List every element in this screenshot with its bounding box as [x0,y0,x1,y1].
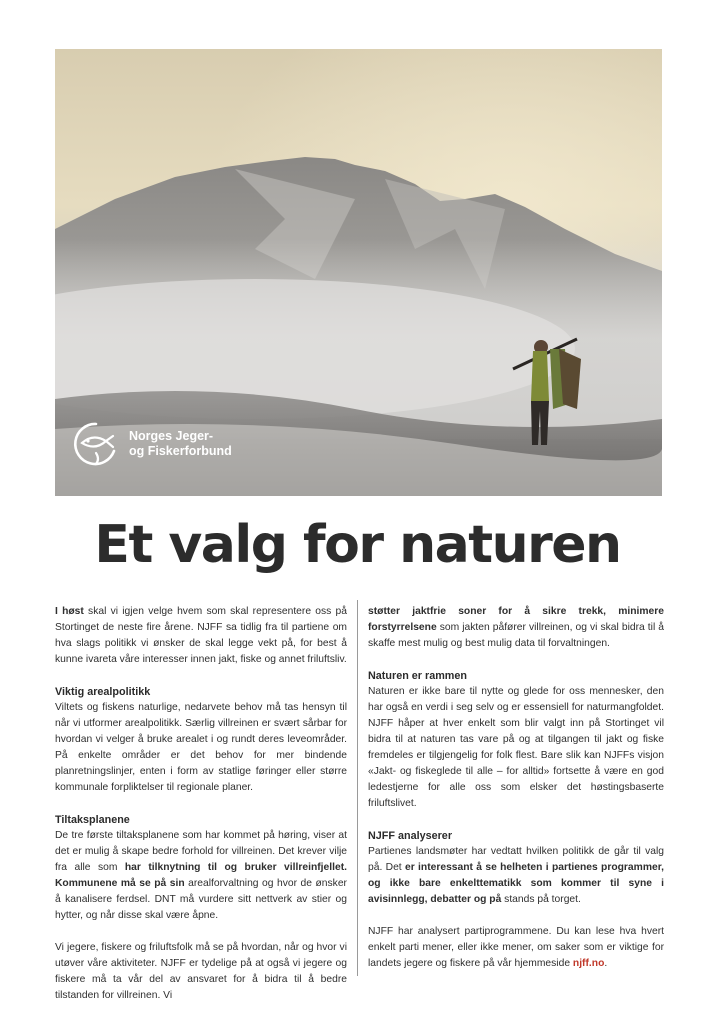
heading-arealpolitikk: Viktig arealpolitikk [55,686,151,698]
tiltak-text-b: arealforvaltning og hvor de ønsker å kanalisere ferdsel. DNT må vurdere sitt nettverk av stier og hytter, og når disse skal være åpne. [55,878,347,921]
tiltak-text-a: De tre første tiltaksplanene som har kommet på høring, viser at det er mulig å skape bedre forhold for villreinen. Det krever vilje fra alle som [55,830,347,873]
analyserer-text-a: Partienes landsmøter har vedtatt hvilken politikk de går til valg på. Det [368,846,664,873]
hero-photo [55,49,662,496]
paragraph-naturen: Naturen er ikke bare til nytte og glede for oss mennesker, den har også en verdi i seg selv og er essensiell for naturmangfoldet. NJFF håper at hver enkelt som blir valgt inn på Stortinget vil bidra til at naturen tas vare på og at tilgangen til jakt og fiske fremdeles er tilgjengelig for folk flest. Bare slik kan NJFFs visjon «Jakt- og fiskeglede til alle – for alltid» fortsette å være en god ledestjerne for alle oss som elsker det høstingsbaserte friluftslivet. [368,686,664,809]
page-title: Et valg for naturen [94,515,621,575]
paragraph-continuation [368,604,664,652]
paragraph-partiprogrammer [368,924,664,972]
heading-analyserer: NJFF analyserer [368,830,453,842]
right-column [368,604,664,988]
njff-fish-logo-icon [73,421,119,467]
continuation-bold: støtter jaktfrie soner for å sikre trekk, minimere forstyrrelsene [368,606,664,633]
tiltak-bold: har tilknytning til og bruker villreinfjellet. Kommunene må se på sin [55,862,347,889]
njff-website-link[interactable]: njff.no [572,958,605,969]
analyserer-bold: er interessant å se helheten i partienes programmer, og ikke bare enkelttematikk som kommer til syne i avisinnlegg, debatter og på [368,862,665,905]
heading-tiltaksplanene: Tiltaksplanene [55,814,130,826]
intro-lead: I høst [55,606,84,617]
paragraph-analyserer [368,844,664,908]
njff-logo [73,421,232,467]
link-end: . [604,958,608,969]
intro-paragraph [55,604,347,668]
paragraph-jegere: Vi jegere, fiskere og friluftsfolk må se på hvordan, når og hvor vi utøver våre aktiviteter. NJFF er tydelige på at også vi jegere og fiskere må ta vår del av ansvaret for å bidra til å bedre tilstanden for villreinen. Vi [55,942,347,1001]
logo-line-2: og Fiskerforbund [129,444,232,458]
continuation-text: som jakten påfører villreinen, og vi skal bidra til å skaffe mest mulig og best mulig data til forvaltningen. [368,622,664,649]
logo-line-1: Norges Jeger- [129,429,214,443]
paragraph-arealpolitikk: Viltets og fiskens naturlige, nedarvete behov må tas hensyn til når vi utformer arealpolitikk. Særlig villreinen er svært sårbar for hvordan vi velger å bruke arealet i og rundt deres leveområder. På enkelte områder er det behov for mer bindende planretningslinjer, enten i form av statlige føringer eller større kommunale forpliktelser til regionale planer. [55,702,347,793]
heading-naturen: Naturen er rammen [368,670,468,682]
partiprogram-text: NJFF har analysert partiprogrammene. Du kan lese hva hvert enkelt parti mener, eller ikke mener, om saker som er viktige for landets jegere og fiskere på vår hjemmeside [368,926,664,969]
paragraph-tiltaksplanene [55,828,347,924]
analyserer-text-b: stands på torget. [501,894,581,905]
left-column [55,604,347,1020]
intro-text: skal vi igjen velge hvem som skal representere oss på Stortinget de neste fire årene. NJFF sa tidlig fra til partiene om hva slags politikk vi ønsker de skal legge vekt på, for best å kunne ivareta våre interesser innen jakt, fiske og annet friluftsliv. [55,606,347,665]
column-divider [357,600,358,976]
